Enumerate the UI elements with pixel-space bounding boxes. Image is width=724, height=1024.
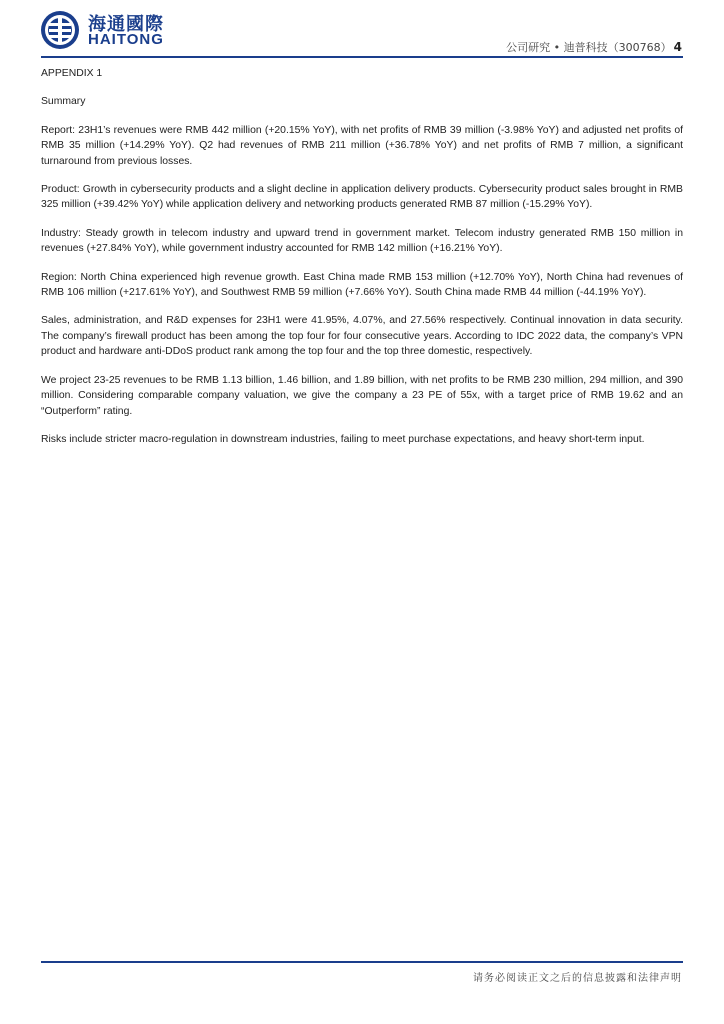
haitong-logo-icon: [40, 10, 80, 50]
paragraph-report: Report: 23H1’s revenues were RMB 442 million (+20.15% YoY), with net profits of RMB 39 million (-3.98% YoY) and adjusted net profits of RMB 35 million (+14.29% YoY). Q2 had revenues of RMB 211 million (+36.78% YoY) and net profits of RMB 7 million, a significant turnaround from previous losses.: [41, 124, 683, 167]
logo-english-text: HAITONG: [88, 31, 164, 48]
paragraph-product: Product: Growth in cybersecurity products and a slight decline in application delivery products. Cybersecurity product sales brought in RMB 325 million (+39.42% YoY) while application delivery and networking products generated RMB 87 million (-15.29% YoY).: [41, 184, 683, 211]
document-body: [41, 66, 683, 460]
report-type-label: 公司研究 • 迪普科技（300768）: [506, 41, 672, 54]
paragraph-projection: We project 23-25 revenues to be RMB 1.13 billion, 1.46 billion, and 1.89 billion, with net profits to be RMB 230 million, 294 million, and 390 million. Considering comparable company valuation, we give the company a 23 PE of 55x, with a target price of RMB 19.62 and an “Outperform” rating.: [41, 374, 683, 417]
paragraph-expenses: Sales, administration, and R&D expenses for 23H1 were 41.95%, 4.07%, and 27.56% respectively. Continual innovation in data security. The company’s firewall product has been among the top four for four consecutive years. According to IDC 2022 data, the company’s VPN product and hardware anti-DDoS product rank among the top four and the top three domestic, respectively.: [41, 315, 683, 358]
footer-divider: [41, 961, 683, 963]
page-number: 4: [673, 40, 682, 54]
header-divider: [41, 56, 683, 58]
appendix-title: APPENDIX 1: [41, 68, 103, 79]
header-report-info: [506, 39, 682, 55]
paragraph-risks: Risks include stricter macro-regulation in downstream industries, failing to meet purchase expectations, and heavy short-term input.: [41, 433, 645, 445]
paragraph-region: Region: North China experienced high revenue growth. East China made RMB 153 million (+12.70% YoY), North China had revenues of RMB 106 million (+217.61% YoY), and Southwest RMB 59 million (+7.66% YoY). South China made RMB 44 million (-44.19% YoY).: [41, 271, 683, 299]
paragraph-industry: Industry: Steady growth in telecom industry and upward trend in government market. Telecom industry generated RMB 150 million in revenues (+27.84% YoY), while government industry accounted for RMB 142 million (+16.21% YoY).: [41, 227, 683, 255]
section-title: Summary: [41, 96, 86, 108]
footer-disclaimer: 请务必阅读正文之后的信息披露和法律声明: [473, 973, 682, 984]
page-header: [0, 0, 724, 60]
logo-chinese-text: 海通國際: [88, 14, 164, 35]
